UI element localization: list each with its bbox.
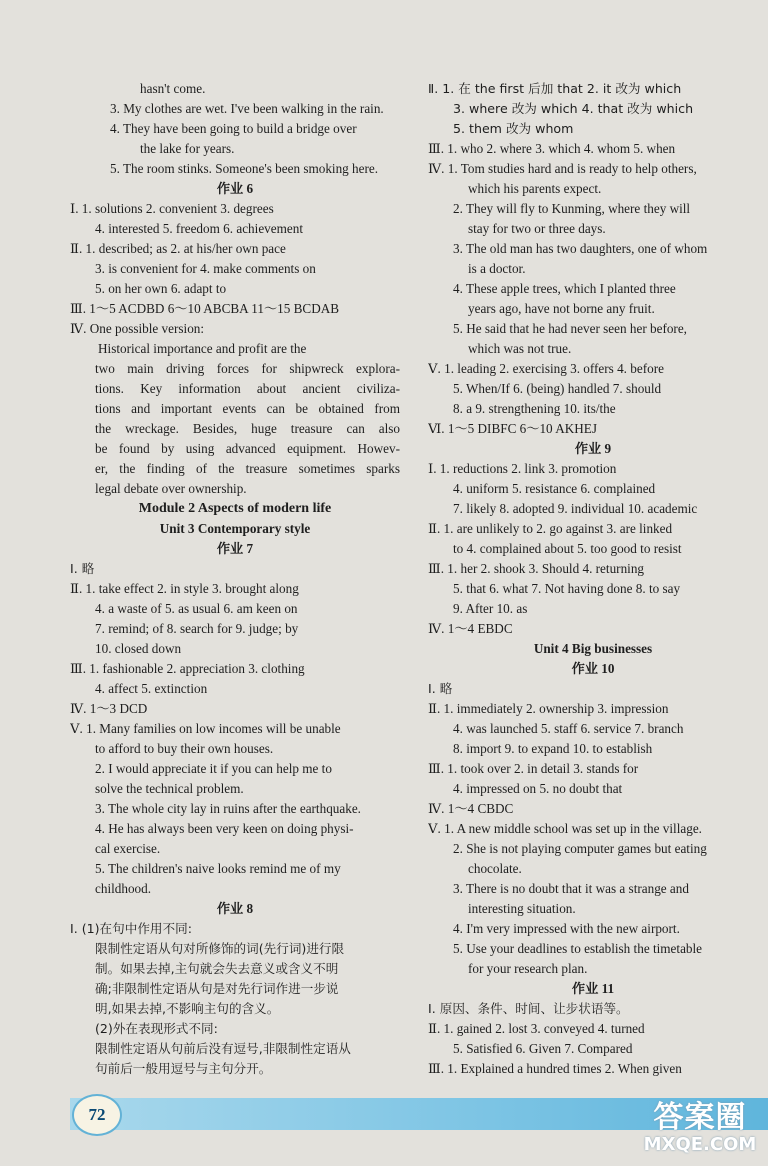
- text-line: 5. Satisfied 6. Given 7. Compared: [453, 1041, 633, 1056]
- text-line: 限制性定语从句对所修饰的词(先行词)进行限: [95, 941, 345, 956]
- text-line: 4. a waste of 5. as usual 6. am keen on: [95, 601, 298, 616]
- text-line: 5. When/If 6. (being) handled 7. should: [453, 381, 662, 396]
- text-line: Ⅱ. 1. gained 2. lost 3. conveyed 4. turned: [428, 1021, 645, 1036]
- text-line: 7. likely 8. adopted 9. individual 10. academic: [453, 501, 698, 516]
- text-line: two main driving forces for shipwreck explora-: [95, 361, 400, 376]
- watermark-logo: [640, 1092, 760, 1162]
- text-line: for your research plan.: [468, 961, 588, 976]
- right-column: [428, 79, 758, 1079]
- text-line: 2. She is not playing computer games but eating: [453, 841, 707, 856]
- text-line: 3. The whole city lay in ruins after the earthquake.: [95, 801, 361, 816]
- text-line: Ⅰ. 原因、条件、时间、让步状语等。: [428, 1001, 629, 1016]
- text-line: interesting situation.: [468, 901, 576, 916]
- text-line: 5. The room stinks. Someone's been smoking here.: [110, 161, 379, 176]
- section-heading: 作业 11: [571, 981, 615, 996]
- watermark-title: 答案圈: [653, 1100, 747, 1135]
- text-line: Ⅳ. 1～4 EBDC: [428, 621, 513, 636]
- text-line: childhood.: [95, 881, 152, 896]
- text-line: chocolate.: [468, 861, 522, 876]
- text-line: 3. where 改为 which 4. that 改为 which: [453, 101, 694, 116]
- text-line: cal exercise.: [95, 841, 161, 856]
- text-line: Ⅲ. 1～5 ACDBD 6～10 ABCBA 11～15 BCDAB: [70, 301, 340, 316]
- text-line: 4. These apple trees, which I planted three: [453, 281, 676, 296]
- text-line: Ⅰ. 略: [70, 561, 95, 576]
- text-line: 4. They have been going to build a bridge over: [110, 121, 357, 136]
- text-line: 10. closed down: [95, 641, 182, 656]
- text-line: Ⅱ. 1. described; as 2. at his/her own pace: [70, 241, 286, 256]
- text-line: years ago, have not borne any fruit.: [468, 301, 655, 316]
- text-line: (2)外在表现形式不同:: [95, 1021, 218, 1036]
- text-line: Ⅱ. 1. 在 the first 后加 that 2. it 改为 which: [428, 81, 682, 96]
- page-number-badge: [72, 1094, 122, 1136]
- text-line: 3. There is no doubt that it was a strange and: [453, 881, 689, 896]
- text-line: 4. was launched 5. staff 6. service 7. branch: [453, 721, 684, 736]
- page-number: 72: [88, 1105, 106, 1124]
- text-line: Ⅱ. 1. take effect 2. in style 3. brought along: [70, 581, 299, 596]
- text-line: 4. uniform 5. resistance 6. complained: [453, 481, 656, 496]
- text-line: Ⅲ. 1. her 2. shook 3. Should 4. returning: [428, 561, 645, 576]
- text-line: 8. import 9. to expand 10. to establish: [453, 741, 653, 756]
- section-heading: 作业 10: [571, 661, 615, 676]
- text-line: which his parents expect.: [468, 181, 602, 196]
- text-line: the lake for years.: [140, 141, 235, 156]
- text-line: 9. After 10. as: [453, 601, 528, 616]
- text-line: tions. Key information about ancient civiliza-: [95, 381, 400, 396]
- text-line: Ⅴ. 1. Many families on low incomes will be unable: [70, 721, 341, 736]
- text-line: 5. on her own 6. adapt to: [95, 281, 227, 296]
- text-line: 4. I'm very impressed with the new airport.: [453, 921, 680, 936]
- left-column: [70, 79, 400, 1079]
- text-line: 3. is convenient for 4. make comments on: [95, 261, 316, 276]
- watermark-url: MXQE.COM: [643, 1134, 757, 1155]
- text-line: which was not true.: [468, 341, 572, 356]
- text-line: legal debate over ownership.: [95, 481, 247, 496]
- text-line: be found by using advanced equipment. Howev-: [95, 441, 400, 456]
- text-line: 句前后一般用逗号与主句分开。: [95, 1061, 272, 1076]
- text-line: 4. affect 5. extinction: [95, 681, 208, 696]
- text-line: 2. They will fly to Kunming, where they will: [453, 201, 691, 216]
- text-line: 7. remind; of 8. search for 9. judge; by: [95, 621, 299, 636]
- section-heading: 作业 6: [216, 181, 254, 196]
- text-line: 5. The children's naive looks remind me of my: [95, 861, 341, 876]
- text-line: 4. interested 5. freedom 6. achievement: [95, 221, 303, 236]
- text-line: 4. He has always been very keen on doing physi-: [95, 821, 354, 836]
- text-line: 5. that 6. what 7. Not having done 8. to say: [453, 581, 681, 596]
- section-heading: 作业 9: [574, 441, 612, 456]
- section-heading: Unit 4 Big businesses: [533, 641, 653, 656]
- text-line: is a doctor.: [468, 261, 526, 276]
- text-line: 3. My clothes are wet. I've been walking in the rain.: [110, 101, 384, 116]
- text-line: Ⅱ. 1. immediately 2. ownership 3. impression: [428, 701, 669, 716]
- text-line: Ⅵ. 1～5 DIBFC 6～10 AKHEJ: [428, 421, 597, 436]
- text-line: Ⅰ. 1. reductions 2. link 3. promotion: [428, 461, 617, 476]
- text-line: 限制性定语从句前后没有逗号,非限制性定语从: [95, 1041, 351, 1056]
- text-line: Ⅲ. 1. who 2. where 3. which 4. whom 5. when: [428, 141, 676, 156]
- text-line: 8. a 9. strengthening 10. its/the: [453, 401, 616, 416]
- text-line: er, the finding of the treasure sometimes sparks: [95, 461, 400, 476]
- text-line: 明,如果去掉,不影响主句的含义。: [95, 1001, 280, 1016]
- text-line: 5. Use your deadlines to establish the timetable: [453, 941, 703, 956]
- section-heading: Unit 3 Contemporary style: [159, 521, 311, 536]
- text-line: 4. impressed on 5. no doubt that: [453, 781, 623, 796]
- text-line: Ⅱ. 1. are unlikely to 2. go against 3. are linked: [428, 521, 673, 536]
- text-line: 3. The old man has two daughters, one of whom: [453, 241, 708, 256]
- text-line: stay for two or three days.: [468, 221, 606, 236]
- text-line: 2. I would appreciate it if you can help me to: [95, 761, 332, 776]
- text-line: to afford to buy their own houses.: [95, 741, 274, 756]
- section-heading: 作业 7: [216, 541, 254, 556]
- text-line: 5. He said that he had never seen her before,: [453, 321, 687, 336]
- text-line: to 4. complained about 5. too good to resist: [453, 541, 682, 556]
- text-line: Ⅴ. 1. leading 2. exercising 3. offers 4. before: [428, 361, 664, 376]
- text-line: 确;非限制性定语从句是对先行词作进一步说: [95, 981, 339, 996]
- text-line: 5. them 改为 whom: [453, 121, 574, 136]
- text-line: Ⅳ. 1～4 CBDC: [428, 801, 514, 816]
- text-line: Ⅲ. 1. took over 2. in detail 3. stands for: [428, 761, 639, 776]
- text-line: hasn't come.: [140, 81, 206, 96]
- text-line: tions and important events can be obtained from: [95, 401, 400, 416]
- module-heading: Module 2 Aspects of modern life: [138, 501, 332, 516]
- text-line: Ⅲ. 1. fashionable 2. appreciation 3. clothing: [70, 661, 305, 676]
- text-line: Ⅰ. (1)在句中作用不同:: [70, 921, 192, 936]
- text-line: solve the technical problem.: [95, 781, 244, 796]
- text-line: Historical importance and profit are the: [98, 341, 307, 356]
- text-line: Ⅴ. 1. A new middle school was set up in the village.: [428, 821, 702, 836]
- text-line: Ⅳ. 1～3 DCD: [70, 701, 148, 716]
- text-line: Ⅰ. 1. solutions 2. convenient 3. degrees: [70, 201, 274, 216]
- text-line: Ⅳ. One possible version:: [70, 321, 205, 336]
- text-line: Ⅲ. 1. Explained a hundred times 2. When given: [428, 1061, 682, 1076]
- section-heading: 作业 8: [216, 901, 254, 916]
- text-line: Ⅰ. 略: [428, 681, 453, 696]
- text-line: Ⅳ. 1. Tom studies hard and is ready to help others,: [428, 161, 697, 176]
- text-line: the wreckage. Besides, huge treasure can also: [95, 421, 400, 436]
- text-line: 制。如果去掉,主句就会失去意义或含义不明: [95, 961, 339, 976]
